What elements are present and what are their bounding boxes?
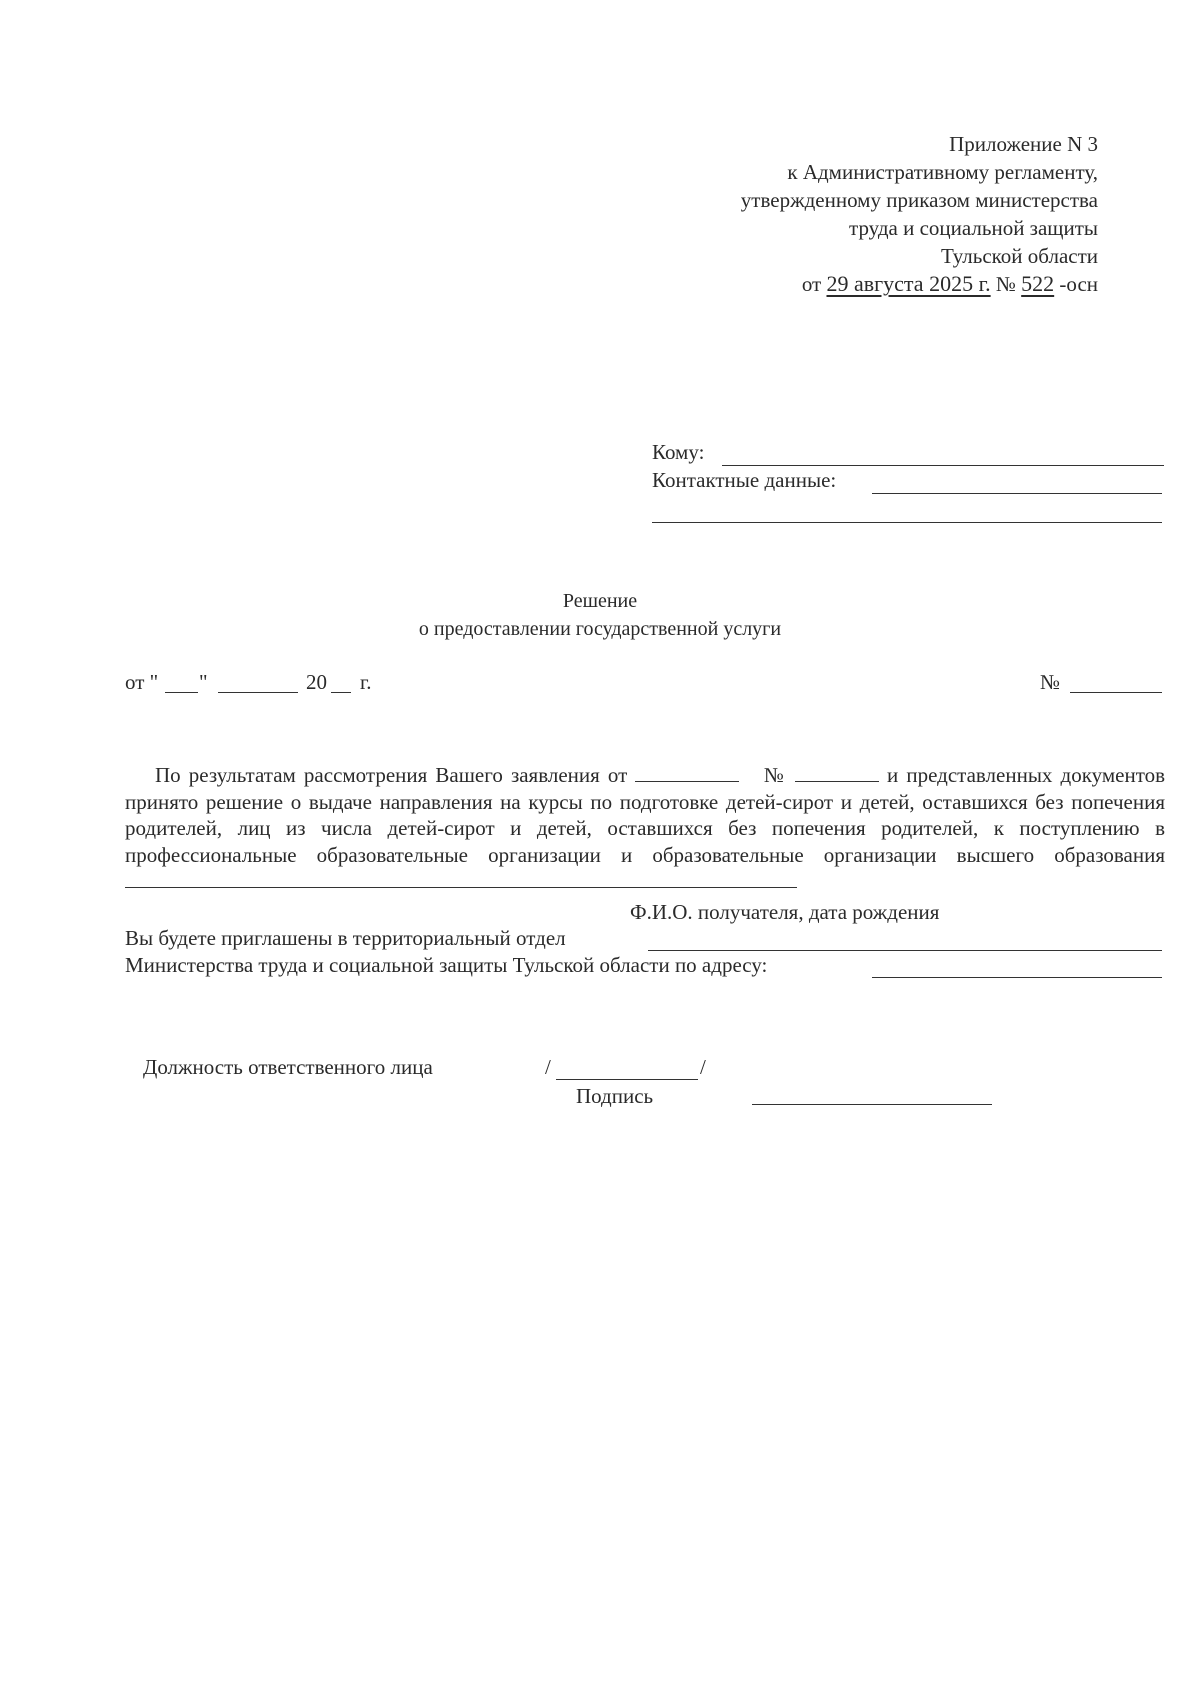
official-position-label: Должность ответственного лица: [143, 1055, 433, 1079]
date-year-suffix: г.: [360, 670, 372, 694]
signature-caption: Подпись: [576, 1084, 654, 1108]
contacts-label: Контактные данные:: [652, 468, 837, 492]
document-title: Решение: [562, 590, 638, 612]
application-date-field[interactable]: [635, 763, 739, 782]
address-field[interactable]: [872, 977, 1162, 978]
date-year-field[interactable]: [331, 692, 351, 693]
date-quote-close: ": [199, 670, 208, 694]
contacts-field-extra[interactable]: [652, 522, 1162, 523]
to-label: Кому:: [652, 440, 705, 464]
date-year-prefix: 20: [306, 670, 327, 694]
body-intro: По результатам рассмотрения Вашего заявления от: [155, 763, 628, 787]
recipient-caption: Ф.И.О. получателя, дата рождения: [630, 900, 940, 924]
appendix-date: 29 августа 2025 г.: [826, 271, 991, 296]
appendix-header: [538, 130, 1098, 298]
appendix-approved: утвержденному приказом министерства: [740, 188, 1098, 212]
appendix-date-prefix: от: [801, 272, 822, 296]
body-decision-text: и представленных документов принято решение о выдаче направления на курсы по подготовке детей-сирот и детей, оставшихся без попечения родителей, лиц из числа детей-сирот и детей, оставшихся без попечения родителей, к поступлению в профессиональные образовательные организации и образовательные организации высшего образования: [125, 763, 1166, 867]
signature-slash-close: /: [700, 1055, 706, 1079]
contacts-field[interactable]: [872, 493, 1162, 494]
appendix-number: Приложение N 3: [949, 132, 1098, 156]
date-from-label: от ": [125, 670, 159, 694]
appendix-number-suffix: -осн: [1059, 272, 1098, 296]
document-subtitle: о предоставлении государственной услуги: [418, 618, 782, 640]
application-number-field[interactable]: [795, 763, 879, 782]
date-day-field[interactable]: [165, 692, 198, 693]
official-name-field[interactable]: [752, 1104, 992, 1105]
ministry-address-label: Министерства труда и социальной защиты Тульской области по адресу:: [125, 953, 768, 977]
appendix-region: Тульской области: [940, 244, 1098, 268]
decision-number-field[interactable]: [1070, 692, 1162, 693]
decision-body: [125, 762, 1165, 895]
invite-label: Вы будете приглашены в территориальный отдел: [125, 926, 566, 950]
appendix-date-line: [538, 270, 1098, 298]
appendix-number-sign: №: [995, 272, 1016, 296]
appendix-ministry: труда и социальной защиты: [849, 216, 1098, 240]
application-number-sign: №: [763, 763, 787, 787]
appendix-order-number: 522: [1021, 271, 1055, 296]
recipient-field[interactable]: [125, 869, 797, 888]
decision-number-label: №: [1040, 670, 1061, 694]
date-month-field[interactable]: [218, 692, 298, 693]
appendix-regulation: к Административному регламенту,: [787, 160, 1098, 184]
signature-field[interactable]: [556, 1079, 698, 1080]
territorial-office-field[interactable]: [648, 950, 1162, 951]
signature-slash-open: /: [545, 1055, 551, 1079]
to-field[interactable]: [722, 465, 1164, 466]
